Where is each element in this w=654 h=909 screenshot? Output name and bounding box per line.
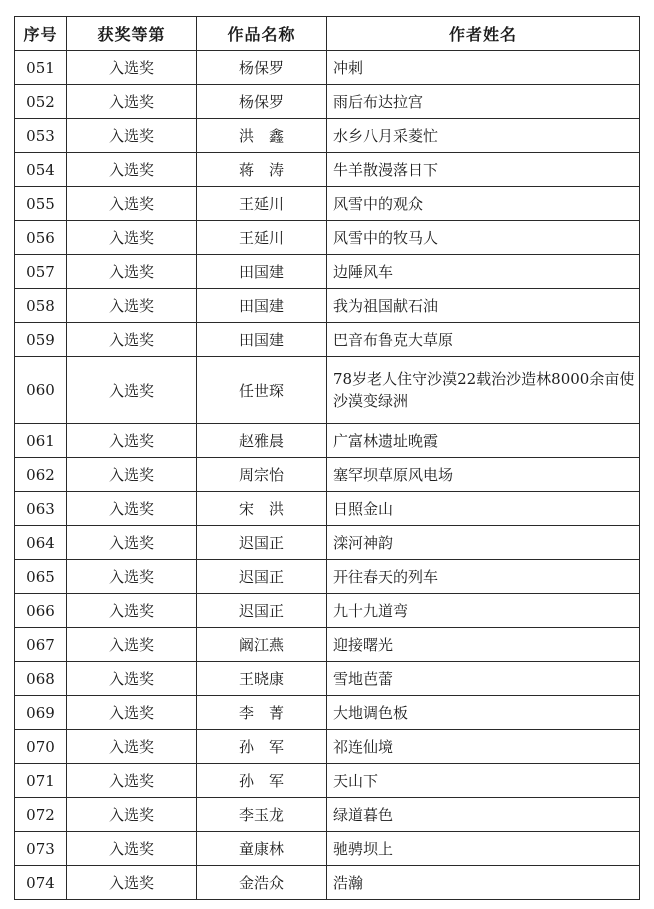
header-award: 获奖等第 bbox=[67, 17, 197, 51]
row-name: 阚江燕 bbox=[197, 628, 327, 662]
table-header-row bbox=[15, 17, 640, 51]
row-seq: 055 bbox=[15, 187, 67, 221]
row-seq: 074 bbox=[15, 866, 67, 900]
row-seq: 054 bbox=[15, 153, 67, 187]
row-award: 入选奖 bbox=[67, 764, 197, 798]
table-row bbox=[15, 730, 640, 764]
row-title: 大地调色板 bbox=[327, 696, 640, 730]
row-award: 入选奖 bbox=[67, 187, 197, 221]
table-row bbox=[15, 255, 640, 289]
row-seq: 051 bbox=[15, 51, 67, 85]
row-seq: 056 bbox=[15, 221, 67, 255]
row-seq: 072 bbox=[15, 798, 67, 832]
table-body bbox=[15, 51, 640, 900]
table-row bbox=[15, 696, 640, 730]
row-name: 周宗怡 bbox=[197, 458, 327, 492]
row-award: 入选奖 bbox=[67, 119, 197, 153]
row-title: 广富林遗址晚霞 bbox=[327, 424, 640, 458]
table-row bbox=[15, 458, 640, 492]
row-title: 浩瀚 bbox=[327, 866, 640, 900]
row-award: 入选奖 bbox=[67, 730, 197, 764]
table-row bbox=[15, 119, 640, 153]
row-title: 九十九道弯 bbox=[327, 594, 640, 628]
row-name: 杨保罗 bbox=[197, 51, 327, 85]
table-row bbox=[15, 424, 640, 458]
row-name: 王晓康 bbox=[197, 662, 327, 696]
row-title: 驰骋坝上 bbox=[327, 832, 640, 866]
table-row bbox=[15, 866, 640, 900]
row-title: 牛羊散漫落日下 bbox=[327, 153, 640, 187]
row-title: 边陲风车 bbox=[327, 255, 640, 289]
table-row bbox=[15, 662, 640, 696]
row-seq: 064 bbox=[15, 526, 67, 560]
row-seq: 067 bbox=[15, 628, 67, 662]
row-award: 入选奖 bbox=[67, 866, 197, 900]
row-title: 雪地芭蕾 bbox=[327, 662, 640, 696]
row-award: 入选奖 bbox=[67, 221, 197, 255]
row-award: 入选奖 bbox=[67, 594, 197, 628]
row-name: 王延川 bbox=[197, 187, 327, 221]
row-title: 塞罕坝草原风电场 bbox=[327, 458, 640, 492]
row-award: 入选奖 bbox=[67, 560, 197, 594]
row-seq: 066 bbox=[15, 594, 67, 628]
row-award: 入选奖 bbox=[67, 289, 197, 323]
row-title: 绿道暮色 bbox=[327, 798, 640, 832]
row-award: 入选奖 bbox=[67, 696, 197, 730]
row-seq: 060 bbox=[15, 357, 67, 424]
row-title: 水乡八月采菱忙 bbox=[327, 119, 640, 153]
row-award: 入选奖 bbox=[67, 628, 197, 662]
table-row bbox=[15, 85, 640, 119]
table-row bbox=[15, 153, 640, 187]
row-title: 迎接曙光 bbox=[327, 628, 640, 662]
header-seq: 序号 bbox=[15, 17, 67, 51]
row-seq: 073 bbox=[15, 832, 67, 866]
row-title: 78岁老人住守沙漠22载治沙造林8000余亩使沙漠变绿洲 bbox=[327, 357, 640, 424]
row-name: 迟国正 bbox=[197, 594, 327, 628]
row-name: 田国建 bbox=[197, 289, 327, 323]
row-seq: 065 bbox=[15, 560, 67, 594]
row-title: 开往春天的列车 bbox=[327, 560, 640, 594]
row-name: 赵雅晨 bbox=[197, 424, 327, 458]
row-seq: 059 bbox=[15, 323, 67, 357]
table-row bbox=[15, 289, 640, 323]
row-name: 宋 洪 bbox=[197, 492, 327, 526]
row-award: 入选奖 bbox=[67, 662, 197, 696]
row-name: 李玉龙 bbox=[197, 798, 327, 832]
row-name: 孙 军 bbox=[197, 730, 327, 764]
row-name: 童康林 bbox=[197, 832, 327, 866]
row-name: 王延川 bbox=[197, 221, 327, 255]
row-name: 李 菁 bbox=[197, 696, 327, 730]
header-author: 作者姓名 bbox=[327, 17, 640, 51]
row-title: 冲刺 bbox=[327, 51, 640, 85]
row-title: 巴音布鲁克大草原 bbox=[327, 323, 640, 357]
row-title: 滦河神韵 bbox=[327, 526, 640, 560]
row-seq: 053 bbox=[15, 119, 67, 153]
row-name: 金浩众 bbox=[197, 866, 327, 900]
row-seq: 063 bbox=[15, 492, 67, 526]
row-name: 田国建 bbox=[197, 323, 327, 357]
row-name: 田国建 bbox=[197, 255, 327, 289]
row-name: 孙 军 bbox=[197, 764, 327, 798]
table-row bbox=[15, 221, 640, 255]
awards-table bbox=[14, 16, 640, 900]
table-row bbox=[15, 51, 640, 85]
row-award: 入选奖 bbox=[67, 51, 197, 85]
row-title: 祁连仙境 bbox=[327, 730, 640, 764]
table-row bbox=[15, 628, 640, 662]
row-award: 入选奖 bbox=[67, 357, 197, 424]
row-award: 入选奖 bbox=[67, 526, 197, 560]
row-name: 洪 鑫 bbox=[197, 119, 327, 153]
table-row bbox=[15, 492, 640, 526]
table-row bbox=[15, 526, 640, 560]
table-row bbox=[15, 594, 640, 628]
row-title: 雨后布达拉宫 bbox=[327, 85, 640, 119]
row-name: 杨保罗 bbox=[197, 85, 327, 119]
row-award: 入选奖 bbox=[67, 458, 197, 492]
row-name: 蒋 涛 bbox=[197, 153, 327, 187]
row-title: 天山下 bbox=[327, 764, 640, 798]
row-seq: 052 bbox=[15, 85, 67, 119]
row-award: 入选奖 bbox=[67, 255, 197, 289]
row-award: 入选奖 bbox=[67, 424, 197, 458]
table-row bbox=[15, 560, 640, 594]
row-seq: 062 bbox=[15, 458, 67, 492]
row-seq: 068 bbox=[15, 662, 67, 696]
table-row bbox=[15, 323, 640, 357]
row-name: 任世琛 bbox=[197, 357, 327, 424]
row-title: 日照金山 bbox=[327, 492, 640, 526]
table-row bbox=[15, 832, 640, 866]
row-seq: 070 bbox=[15, 730, 67, 764]
row-name: 迟国正 bbox=[197, 560, 327, 594]
row-award: 入选奖 bbox=[67, 85, 197, 119]
row-award: 入选奖 bbox=[67, 798, 197, 832]
header-work: 作品名称 bbox=[197, 17, 327, 51]
row-title: 风雪中的牧马人 bbox=[327, 221, 640, 255]
row-title: 我为祖国献石油 bbox=[327, 289, 640, 323]
table-row bbox=[15, 764, 640, 798]
row-seq: 058 bbox=[15, 289, 67, 323]
row-seq: 069 bbox=[15, 696, 67, 730]
row-title: 风雪中的观众 bbox=[327, 187, 640, 221]
table-row bbox=[15, 187, 640, 221]
table-row bbox=[15, 798, 640, 832]
table-row bbox=[15, 357, 640, 424]
row-award: 入选奖 bbox=[67, 323, 197, 357]
row-name: 迟国正 bbox=[197, 526, 327, 560]
row-award: 入选奖 bbox=[67, 492, 197, 526]
row-award: 入选奖 bbox=[67, 832, 197, 866]
row-seq: 057 bbox=[15, 255, 67, 289]
row-award: 入选奖 bbox=[67, 153, 197, 187]
row-seq: 061 bbox=[15, 424, 67, 458]
row-seq: 071 bbox=[15, 764, 67, 798]
